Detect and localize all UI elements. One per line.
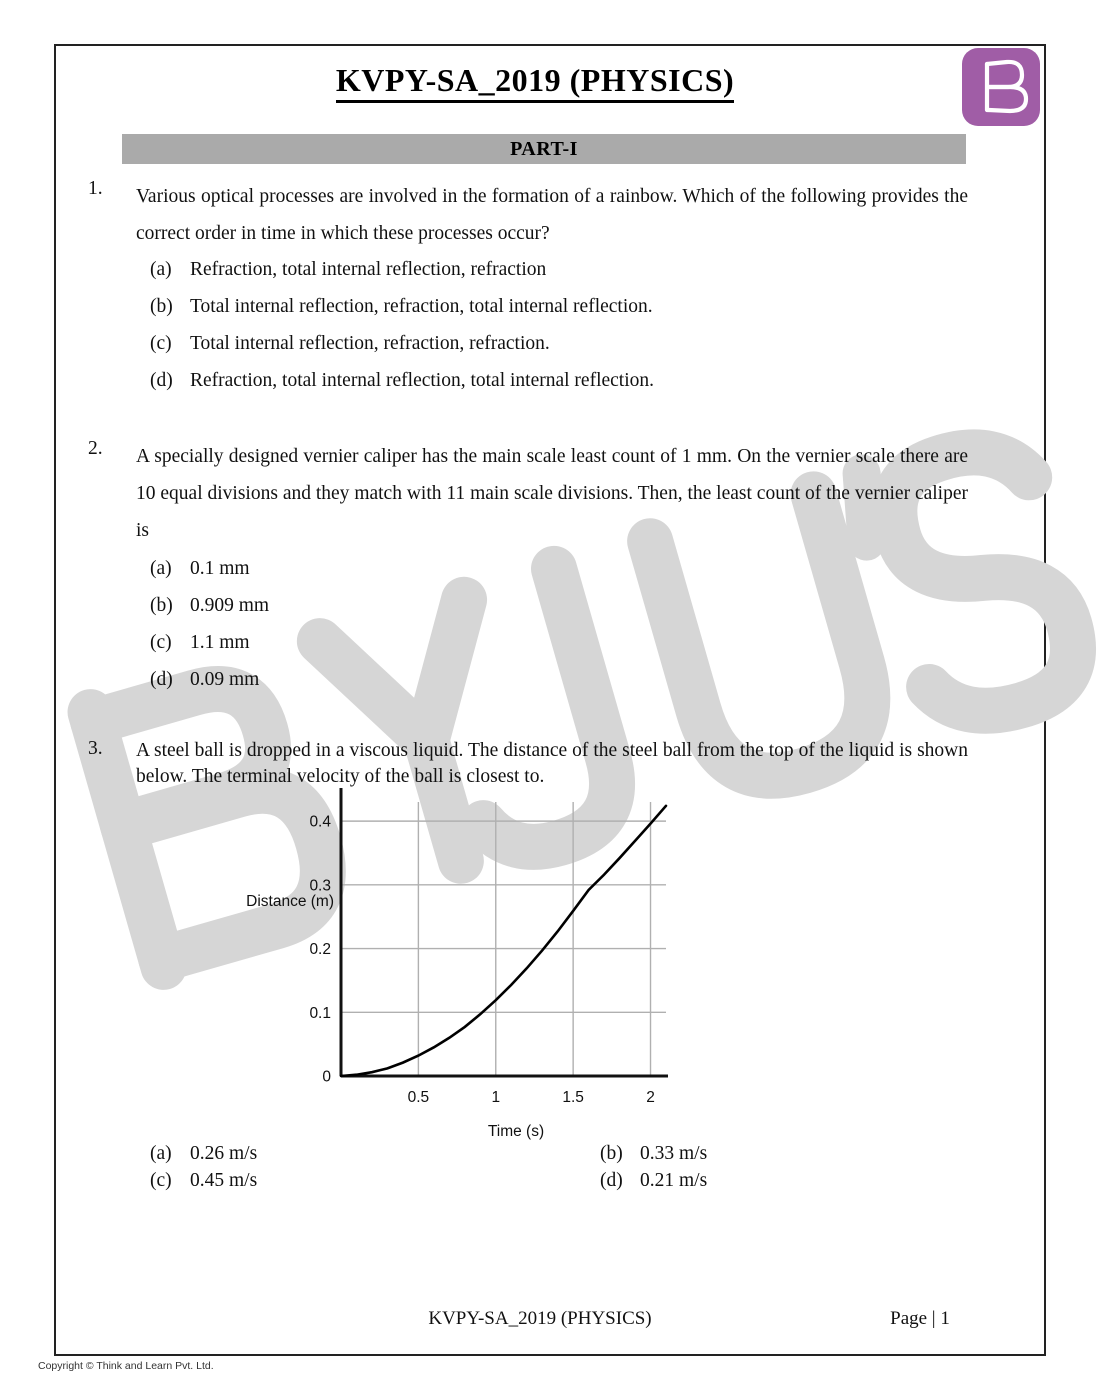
question-1 xyxy=(88,178,968,252)
question-2 xyxy=(88,438,968,549)
y-tick-0.4: 0.4 xyxy=(309,813,331,831)
option-2c-label: (c) xyxy=(150,632,172,653)
chart-curve xyxy=(341,806,666,1076)
option-3a-label: (a) xyxy=(150,1143,172,1164)
footer-page-number: Page | 1 xyxy=(890,1308,950,1329)
question-3-text: A steel ball is dropped in a viscous liquid. The distance of the steel ball from the top of the liquid is shown below. The terminal velocity of the ball is closest to. xyxy=(136,740,968,787)
x-tick-2: 2 xyxy=(646,1089,655,1106)
option-3b-text: 0.33 m/s xyxy=(640,1143,708,1164)
y-tick-0.1: 0.1 xyxy=(309,1004,331,1022)
y-tick-0: 0 xyxy=(322,1068,331,1086)
option-3c-label: (c) xyxy=(150,1170,172,1191)
option-3d-text: 0.21 m/s xyxy=(640,1170,708,1191)
option-1b-label: (b) xyxy=(150,296,173,317)
chart-axes xyxy=(341,788,668,1076)
option-2d-label: (d) xyxy=(150,669,173,690)
option-1a-text: Refraction, total internal reflection, refraction xyxy=(190,259,547,280)
option-3b-label: (b) xyxy=(600,1143,623,1164)
question-1-options xyxy=(150,251,654,399)
y-tick-0.3: 0.3 xyxy=(309,877,331,895)
option-3a[interactable] xyxy=(150,1140,600,1167)
question-3-options-row-2 xyxy=(150,1167,810,1194)
x-tick-1: 1 xyxy=(491,1089,501,1106)
option-2b-text: 0.909 mm xyxy=(190,595,270,616)
question-1-number: 1. xyxy=(88,178,103,199)
option-3d[interactable] xyxy=(600,1167,707,1194)
question-2-number: 2. xyxy=(88,438,103,459)
page-title xyxy=(120,62,950,99)
option-1b[interactable] xyxy=(150,288,654,325)
copyright-notice: Copyright © Think and Learn Pvt. Ltd. xyxy=(38,1360,214,1372)
option-3c[interactable] xyxy=(150,1167,600,1194)
chart-tick-labels xyxy=(309,814,654,1106)
option-1d[interactable] xyxy=(150,362,654,399)
chart-y-axis-label: Distance (m) xyxy=(246,893,334,910)
x-tick-0.5: 0.5 xyxy=(407,1089,430,1106)
option-1c[interactable] xyxy=(150,325,654,362)
question-1-text: Various optical processes are involved in the formation of a rainbow. Which of the following provides the correct order in time in which these processes occur? xyxy=(136,186,968,244)
option-1a[interactable] xyxy=(150,251,654,288)
option-2a-label: (a) xyxy=(150,558,172,579)
option-1c-text: Total internal reflection, refraction, refraction. xyxy=(190,333,550,354)
question-3-number: 3. xyxy=(88,738,103,759)
option-3b[interactable] xyxy=(600,1140,707,1167)
option-2c-text: 1.1 mm xyxy=(190,632,250,653)
option-1d-text: Refraction, total internal reflection, total internal reflection. xyxy=(190,370,655,391)
option-2d-text: 0.09 mm xyxy=(190,669,260,690)
option-2c[interactable] xyxy=(150,624,269,661)
question-2-text: A specially designed vernier caliper has the main scale least count of 1 mm. On the vernier scale there are 10 equal divisions and they match with 11 main scale divisions. Then, the least count of the vernier caliper is xyxy=(136,446,968,541)
option-1b-text: Total internal reflection, refraction, total internal reflection. xyxy=(190,296,653,317)
byjus-logo-icon xyxy=(962,48,1040,126)
option-3c-text: 0.45 m/s xyxy=(190,1170,258,1191)
option-1c-label: (c) xyxy=(150,333,172,354)
option-2b[interactable] xyxy=(150,587,269,624)
question-3-options-row-1 xyxy=(150,1140,810,1167)
chart-x-axis-label: Time (s) xyxy=(487,1123,545,1140)
footer-document-name: KVPY-SA_2019 (PHYSICS) xyxy=(428,1308,652,1329)
page-title-text: KVPY-SA_2019 (PHYSICS) xyxy=(336,62,734,103)
option-2a[interactable] xyxy=(150,550,269,587)
option-1a-label: (a) xyxy=(150,259,172,280)
option-3d-label: (d) xyxy=(600,1170,623,1191)
question-3-options xyxy=(150,1140,810,1194)
question-2-options xyxy=(150,550,269,698)
option-2b-label: (b) xyxy=(150,595,173,616)
option-3a-text: 0.26 m/s xyxy=(190,1143,258,1164)
distance-time-chart xyxy=(186,788,706,1148)
x-tick-1.5: 1.5 xyxy=(562,1089,584,1106)
section-banner: PART-I xyxy=(122,134,966,164)
question-3 xyxy=(88,738,968,790)
option-2d[interactable] xyxy=(150,661,269,698)
option-1d-label: (d) xyxy=(150,370,173,391)
y-tick-0.2: 0.2 xyxy=(309,941,331,959)
chart-gridlines xyxy=(341,802,666,1076)
option-2a-text: 0.1 mm xyxy=(190,558,250,579)
